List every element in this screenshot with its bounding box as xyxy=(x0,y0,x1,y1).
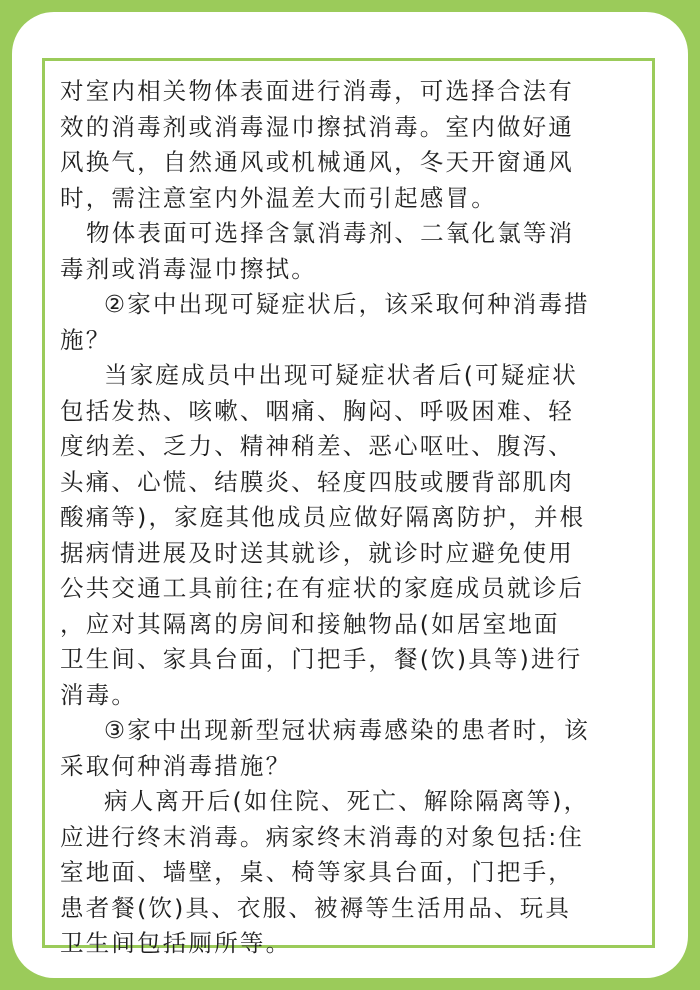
text-line: 头痛、心慌、结膜炎、轻度四肢或腰背部肌肉 xyxy=(60,467,574,496)
text-line: 公共交通工具前往;在有症状的家庭成员就诊后 xyxy=(60,574,585,602)
text-line: 毒剂或消毒湿巾擦拭。 xyxy=(60,254,317,283)
text-line: 施？ xyxy=(60,325,112,354)
text-line: 卫生间、家具台面，门把手，餐(饮)具等)进行 xyxy=(60,645,583,673)
text-line: 效的消毒剂或消毒湿巾擦拭消毒。室内做好通 xyxy=(60,112,574,141)
text-line: 当家庭成员中出现可疑症状者后(可疑症状 xyxy=(104,361,578,389)
text-line: 应进行终末消毒。病家终末消毒的对象包括:住 xyxy=(60,822,585,851)
text-line: 包括发热、咳嗽、咽痛、胸闷、呼吸困难、轻 xyxy=(60,396,574,425)
question-heading-2: ②家中出现可疑症状后，该采取何种消毒措 xyxy=(104,290,590,318)
text-line: 室地面、墙壁，桌、椅等家具台面，门把手， xyxy=(60,858,574,886)
text-line: 风换气，自然通风或机械通风，冬天开窗通风 xyxy=(60,148,574,176)
article-text xyxy=(60,74,645,962)
text-line: 病人离开后(如住院、死亡、解除隔离等)， xyxy=(104,787,590,815)
text-line: 时，需注意室内外温差大而引起感冒。 xyxy=(60,183,497,212)
text-line: 采取何种消毒措施？ xyxy=(60,751,292,780)
text-line: 患者餐(饮)具、衣服、被褥等生活用品、玩具 xyxy=(60,893,572,922)
text-line: 对室内相关物体表面进行消毒，可选择合法有 xyxy=(60,77,574,105)
question-heading-3: ③家中出现新型冠状病毒感染的患者时，该 xyxy=(104,716,590,744)
text-line: 酸痛等)，家庭其他成员应做好隔离防护，并根 xyxy=(60,503,586,531)
text-line: 据病情进展及时送其就诊，就诊时应避免使用 xyxy=(60,538,574,567)
text-line: 消毒。 xyxy=(60,680,138,709)
text-line: 卫生间包括厕所等。 xyxy=(60,929,292,957)
text-line: 物体表面可选择含氯消毒剂、二氧化氯等消 xyxy=(86,219,575,247)
text-line: 度纳差、乏力、精神稍差、恶心呕吐、腹泻、 xyxy=(60,432,574,460)
text-line: ，应对其隔离的房间和接触物品(如居室地面 xyxy=(60,609,560,638)
